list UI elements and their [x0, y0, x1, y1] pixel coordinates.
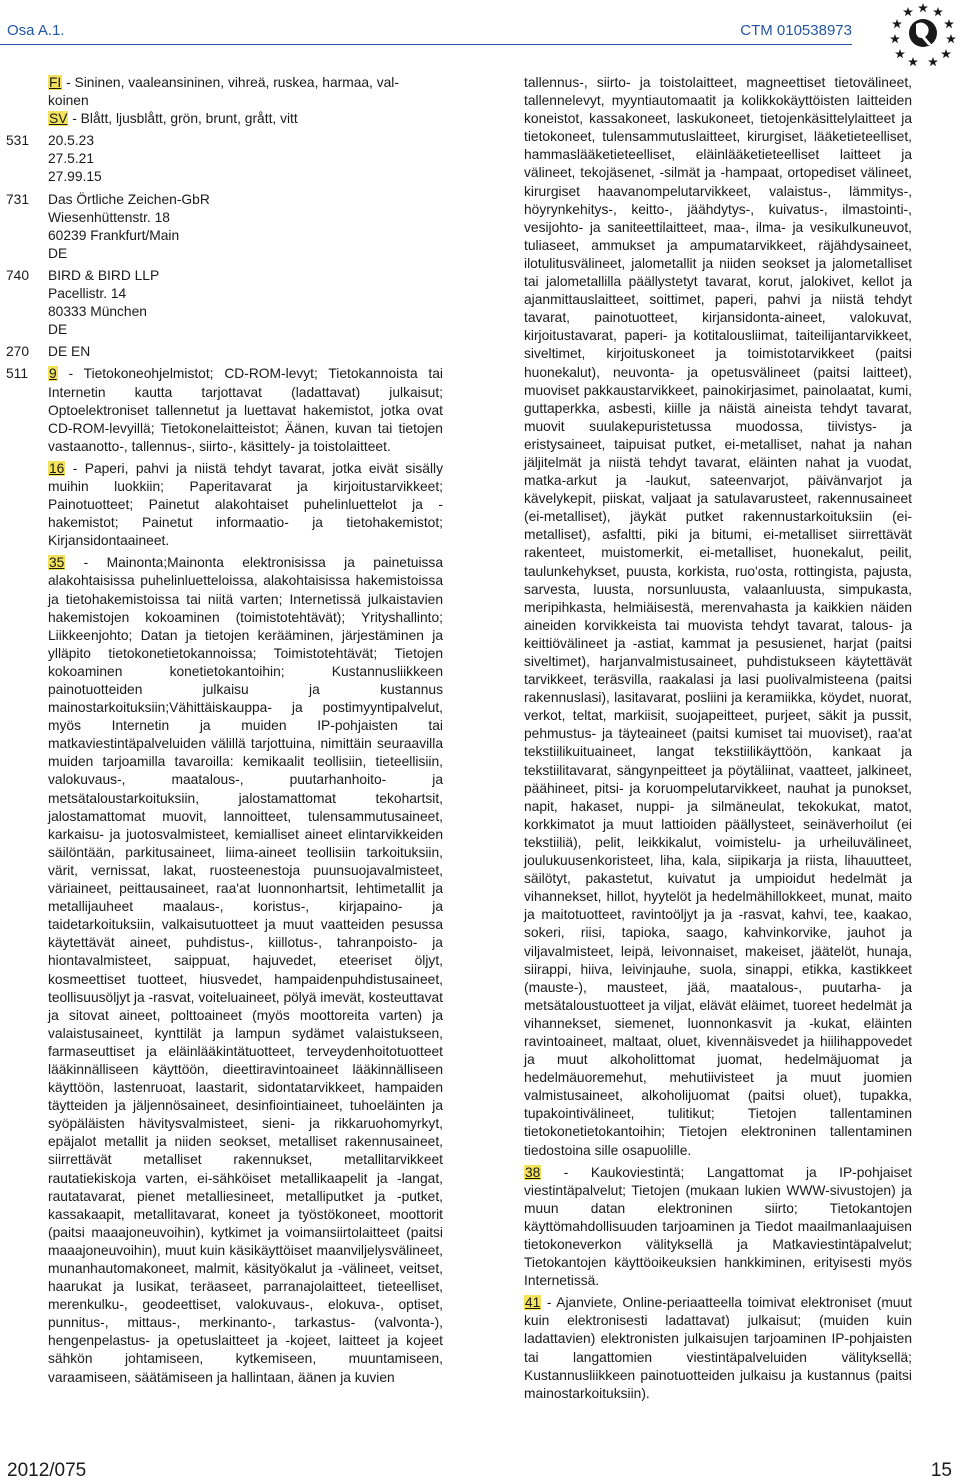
applicant-country: DE [48, 245, 68, 261]
field-531 [6, 132, 443, 186]
ctm-number: CTM 010538973 [740, 22, 852, 39]
oami-logo-icon [888, 0, 958, 70]
class-38-entry [524, 1164, 912, 1291]
class-41-entry [524, 1294, 912, 1403]
languages: DE EN [48, 344, 91, 360]
colour-text-fi-2: koinen [48, 93, 89, 109]
field-code-740: 740 [6, 267, 30, 283]
class-35-text: - Mainonta;Mainonta elektronisissa ja painetuissa alakohtaisissa puhelinluetteloissa, alakohtaisissa hakemistoissa ja tietohakemistoissa tai niitä varten; Internetissä julkaistavien hakemistojen kokoaminen (toimistotehtävät); Yrityshallinto; Liikkeenjohto; Datan ja tietojen kerääminen, järjestäminen ja ylläpito tietokonetietokannoissa; Toimistotehtävät; Tietojen kokoaminen konetietokantoihin; Kustannusliikkeen painotuotteiden julkaisu ja kustannus mainostarkoituksiin;Vähittäiskauppa- ja postimyyntipalvelut, myös Internetin ja muiden IP-pohjaisten tai matkaviestintäpalveluiden välillä tarjottuina, nimittäin seuraavilla muiden tarjoamilla tavaroilla: kemikaalit teollisiin, tieteellisiin, valokuvaus-, maatalous-, puutarhanhoito- ja metsätaloustarkoituksiin, jalostamattomat tekohartsit, jalostamattomat muovit, lannoitteet, tulensammutusaineet, karkaisu- ja juotosvalmisteet, kemialliset aineet elintarvikkeiden säilöntään, parkitusaineet, liima-aineet teollisiin tarkoituksiin, värit, vernissat, lakat, ruosteenestoja puunsuojavalmisteet, väriaineet, peittausaineet, raa'at luonnonhartsit, lehtimetallit ja metallijauheet maalaus-, koristus-, kirjapaino- ja taidetarkoituksiin, valkaisutuotteet ja muut vaatteiden pesussa käytettävät aineet, puhdistus-, kiillotus-, tahranpoisto- ja hiontavalmisteet, saippuat, hajuvedet, eteeriset öljyt, kosmeettiset tuotteet, hiusvedet, hampaidenpuhdistusaineet, teollisuusöljyt ja -rasvat, voiteluaineet, pölyä imevät, kosteuttavat ja sitovat aineet, polttoaineet (myös moottoreita varten) ja valaistusaineet, kynttilät ja lampun sydämet valaistukseen, farmaseuttiset ja eläinlääkintätuotteet, terveydenhoitotuotteet lääkinnälliseen käyttöön, dieettiravintoaineet lääkinnälliseen käyttöön, lastenruoat, laastarit, sidontatarvikkeet, hampaiden täytteiden ja jäljennösaineet, desinfiointiaineet, tuhoeläinten ja syöpäläisten hävitysvalmisteet, sieni- ja rikkaruohomyrkyt, epäjalot metallit ja niiden seokset, metalliset rakennusaineet, siirrettävät metalliset rakennukset, metallitarvikkeet rautatiekiskoja varten, ei-sähköiset metallikaapelit ja -langat, rautatavarat, pienet metalliesineet, metalliputket ja -putket, kassakaapit, metallitavarat, koneet ja työstökoneet, moottorit (paitsi maaajoneuvoihin), kytkimet ja voimansiirtolaitteet (paitsi maaajoneuvoihin), muut kuin käsikäyttöiset maanviljelysvälineet, munanhautomakoneet, malmit, käsityökalut ja -välineet, veitset, haarukat ja lusikat, teräaseet, parranajolaitteet, tieteelliset, merenkulku-, geodeettiset, valokuvaus-, elokuva-, optiset, punnitus-, mittaus-, merkinanto-, tarkastus- (valvonta-), hengenpelastus- ja opetuslaitteet ja -kojeet, laitteet ja kojeet sähkön johtamiseen, kytkemiseen, muuntamiseen, varaamiseen, säätämiseen ja hallintaan, äänen ja kuvien [48, 555, 443, 1385]
lang-code-sv[interactable]: SV [49, 111, 68, 127]
field-code-511: 511 [6, 366, 28, 382]
left-column [6, 74, 443, 1391]
page-number: 15 [930, 1460, 952, 1481]
class-35-link[interactable]: 35 [49, 555, 65, 571]
representative-city: 80333 München [48, 304, 147, 320]
lang-code-fi[interactable]: FI [49, 75, 62, 90]
class-38-text: - Kaukoviestintä; Langattomat ja IP-pohjaiset viestintäpalvelut; Tietojen (mukaan lukien WWW-sivustojen) ja muun datan elektroninen siirto; Tietokantojen käyttömahdollisuuden tarjoaminen ja Tiedot maailmanlaajuisen tietokoneverkon välityksellä ja Matkaviestintäpalvelut; Tietokantojen käyttöoikeuksien hankkiminen, erityisesti myös Internetissä. [524, 1164, 912, 1289]
vienna-class-2: 27.5.21 [48, 151, 95, 167]
class-9-text: - Tietokoneohjelmistot; CD-ROM-levyt; Tietokannoista tai Internetin kautta tarjottavat (ladattavat) julkaisut; Optoelektroniset tallennetut ja luettavat hakemistot, jotka ovat CD-ROM-levyillä; Tietokonelaitteistot; Äänen, kuvan tai tietojen vastaanotto-, tallennus-, siirto-, käsittely- ja toistolaitteet. [48, 366, 443, 454]
class-9-entry [48, 365, 443, 455]
vienna-class-1: 20.5.23 [48, 133, 95, 149]
class-16-text: - Paperi, pahvi ja niistä tehdyt tavarat, jotka eivät sisälly muihin luokkiin; Paperitavarat ja kirjoitustarvikkeet; Painotuotteet; Painetut alakohtaiset puhelinluettelot ja -hakemistot; Painetut informaatio- ja tietohakemistot; Kirjansidontaaineet. [48, 460, 443, 549]
representative-name: BIRD & BIRD LLP [48, 267, 160, 283]
vienna-class-3: 27.99.15 [48, 169, 102, 185]
issue-number: 2012/075 [7, 1460, 87, 1481]
header-divider [0, 44, 852, 45]
representative-country: DE [48, 322, 68, 338]
colour-claim [48, 74, 443, 128]
class-16-entry [48, 460, 443, 550]
colour-text-fi-1: - Sininen, vaaleansininen, vihreä, ruskea, harmaa, val- [66, 75, 399, 90]
applicant-name: Das Örtliche Zeichen-GbR [48, 191, 210, 207]
field-code-531: 531 [6, 133, 30, 149]
field-731 [6, 191, 443, 263]
right-column [524, 74, 912, 1407]
part-label: Osa A.1. [7, 22, 65, 39]
class-41-text: - Ajanviete, Online-periaatteella toimivat elektroniset (muut kuin elektronisesti ladattavat) julkaisut; (muiden kuin ladattavien) elektronisten julkaisujen tarjoaminen IP-pohjaisten tai langattomien viestintäpalveluiden välityksellä; Kustannusliikkeen painotuotteiden julkaisu ja kustannus (paitsi mainostarkoituksiin). [524, 1295, 912, 1401]
colour-text-sv: - Blått, ljusblått, grön, brunt, grått, vitt [72, 111, 298, 127]
representative-street: Pacellistr. 14 [48, 286, 127, 302]
class-35-entry [48, 554, 443, 1386]
class-35-continuation: tallennus-, siirto- ja toistolaitteet, magneettiset tietovälineet, tallennelevyt, myyntiautomaatit ja kolikkokäyttöisten laitteiden koneistot, kassakoneet, laskukoneet, tietojenkäsittelylaitteet ja tietokoneet, tulensammutuslaitteet, kirurgiset, lääketieteelliset, hammaslääketieteelliset, eläinlääketieteelliset laitteet ja välineet, tekojäsenet, -silmät ja -hampaat, ortopediset välineet, kirurgiset haavanompelutarvikkeet, valaistus-, lämmitys-, höyrynkehitys-, keitto-, jäähdytys-, kuivatus-, ilmastointi-, vesijohto- ja saniteettilaitteet, maa-, ilma- ja vesikulkuneuvot, tuliaseet, ammukset ja ampumatarvikkeet, räjähdysaineet, ilotulitusvälineet, jalometallit ja niiden seokset ja jalometalliset tai jalometallilla päällystetyt tavarat, korut, jalokivet, kellot ja ajanmittauslaitteet, soittimet, paperi, pahvi ja niistä tehdyt tavarat, painotuotteet, kirjansidonta-aineet, valokuvat, kirjoitustavarat, paperi- ja kotitalousliimat, taiteilijantarvikkeet, siveltimet, kirjoituskoneet ja toimistotarvikkeet (paitsi huonekalut), neuvonta- ja opetusvälineet (paitsi laitteet), muoviset pakkaustarvikkeet, painokirjasimet, painolaatat, kumi, guttaperkka, asbesti, kiille ja näistä aineista tehdyt tavarat, muovit suulakepuristetussa muodossa, tiivistys- ja eristysaineet, taipuisat putket, ei-metalliset, nahat ja nahan jäljitelmät ja niistä tehdyt tavarat, eläinten nahat ja vuodat, matka-arkut ja -laukut, sateenvarjot, päivänvarjot ja kävelykepit, piiskat, valjaat ja satulavarusteet, rakennusaineet (ei-metalliset), jäykät putket rakennustarkoituksiin (ei-metalliset), asfaltti, piki ja bitumi, ei-metalliset siirrettävät rakenteet, muistomerkit, ei-metalliset, huonekalut, peilit, taulunkehykset, puusta, korkista, ruo'osta, rottingista, pajusta, sarvesta, luusta, norsunluusta, valaanluusta, simpukasta, meripihkasta, helmiäisestä, merenvahasta ja kaikkien näiden aineiden korvikkeista tai muovista tehdyt tavarat, talous- ja keittiövälineet ja -astiat, kammat ja pesusienet, harjat (paitsi siveltimet), harjanvalmistusaineet, puhdistukseen käytettävät tarvikkeet, teräsvilla, raakalasi ja lasi puolivalmisteena (paitsi rakennuslasi), lasitavarat, posliini ja keramiikka, köydet, nuorat, verkot, teltat, markiisit, suojapeitteet, purjeet, säkit ja pussit, pehmustus- ja täyteaineet (paitsi kumiset tai muoviset), raa'at tekstiilikuituaineet, langat tekstiilikäyttöön, kankaat ja tekstiilitavarat, sängynpeitteet ja pöytäliinat, vaatteet, jalkineet, päähineet, pitsi- ja koruompelutarvikkeet, nauhat ja punokset, napit, hakaset, nuppi- ja silmäneulat, tekokukat, matot, korkkimatot ja muut lattioiden päällysteet, seinäverhoilut (ei tekstiiliä), pelit, leikkikalut, voimistelu- ja urheiluvälineet, joulukuusenkoristeet, liha, kala, siipikarja ja riista, lihauutteet, säilötyt, pakastetut, kuivatut ja umpioidut hedelmät ja vihannekset, hillot, hyytelöt ja hedelmähillokkeet, munat, maito ja maitotuotteet, ravintoöljyt ja ja -rasvat, kahvi, tee, kaakao, sokeri, riisi, tapioka, saago, kahvinkorvike, jauhot ja viljavalmisteet, leipä, leivonnaiset, makeiset, jäätelöt, hunaja, siirappi, hiiva, leivinjauhe, suola, sinappi, etikka, kastikkeet (mauste-), mausteet, jää, maatalous-, puutarha- ja metsätaloustuotteet ja viljat, elävät eläimet, tuoreet hedelmät ja vihannekset, siemenet, luonnonkasvit ja -kukat, eläinten ravintoaineet, maltaat, oluet, kivennäisvedet ja hiilihappovedet ja muut alkoholittomat juomat, hedelmäjuomat ja hedelmäuoremehut, mehutiivisteet ja muut juomien valmistusaineet, alkoholijuomat (paitsi oluet), tupakka, tupakointivälineet, tulitikut; Tietojen tallentaminen tietokonetietokantoihin; Tietojen elektroninen tallentaminen tiedostoina sille osapuolille. [524, 75, 912, 1158]
applicant-street: Wiesenhüttenstr. 18 [48, 209, 170, 225]
field-code-270: 270 [6, 344, 30, 360]
class-9-link[interactable]: 9 [49, 366, 57, 382]
field-740 [6, 267, 443, 339]
field-code-731: 731 [6, 191, 30, 207]
field-511 [6, 365, 443, 1386]
field-270 [6, 343, 443, 361]
class-16-link[interactable]: 16 [49, 460, 65, 476]
class-41-link[interactable]: 41 [525, 1295, 541, 1311]
class-38-link[interactable]: 38 [525, 1164, 541, 1180]
applicant-city: 60239 Frankfurt/Main [48, 227, 180, 243]
